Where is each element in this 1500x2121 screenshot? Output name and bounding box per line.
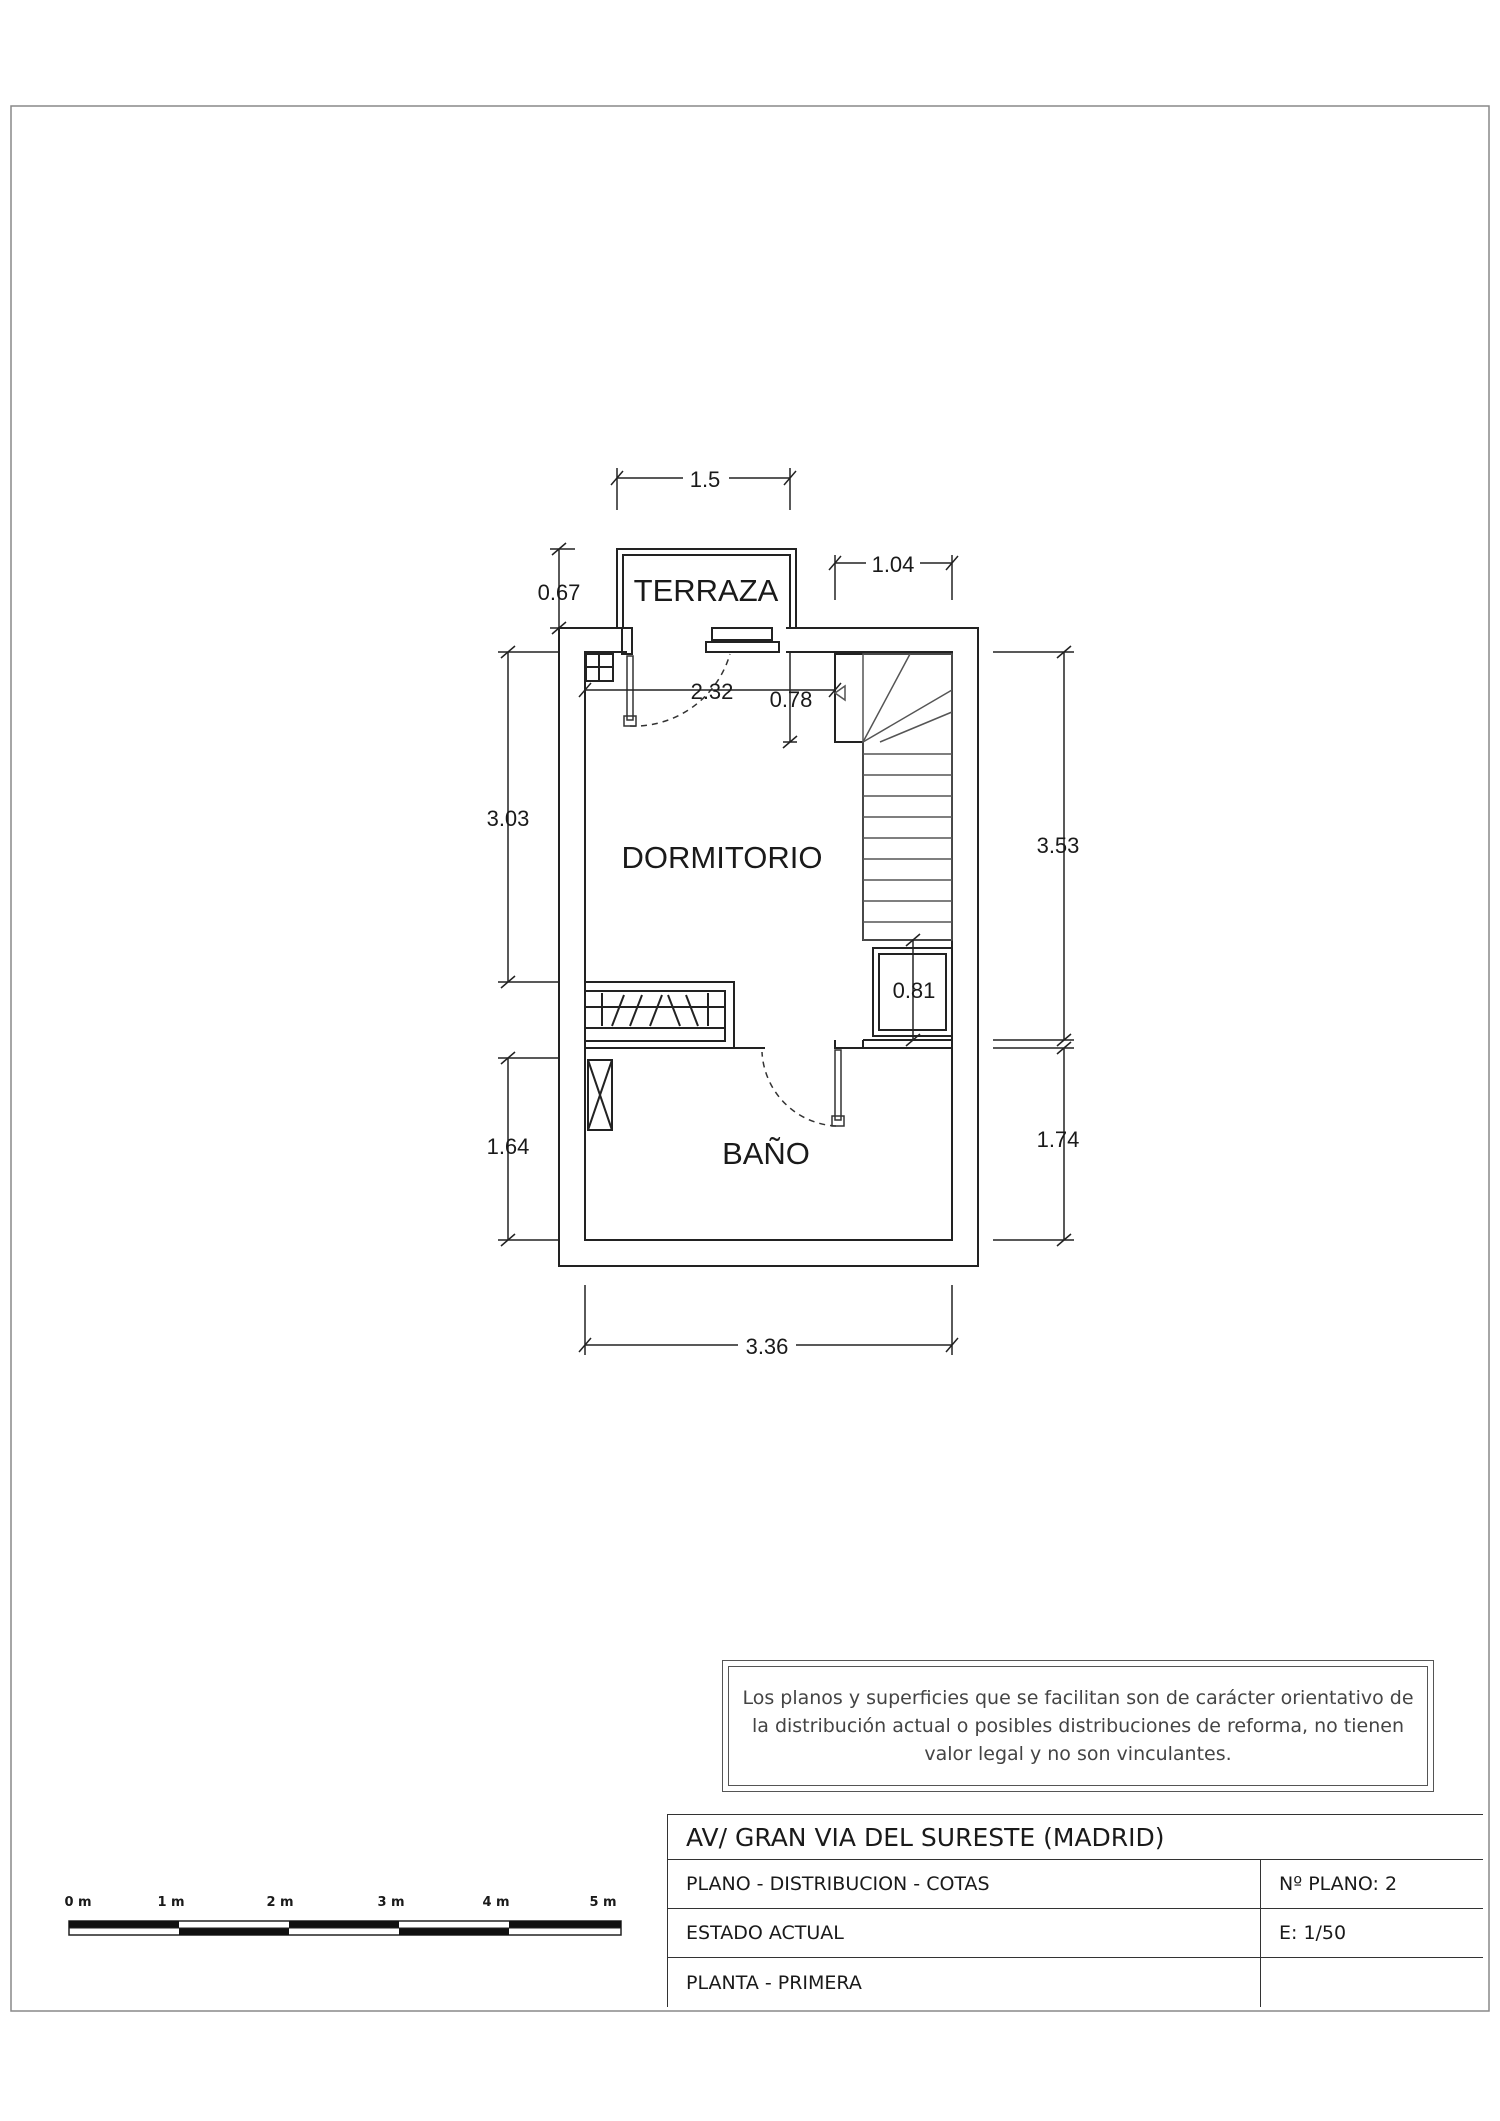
title-row-plano bbox=[667, 1859, 1483, 1908]
disclaimer-text: Los planos y superficies que se facilitan son de carácter orientativo de la distribución actual o posibles distribuciones de reforma, no tienen valor legal y no son vinculantes. bbox=[728, 1666, 1428, 1786]
dim-total-width: 3.36 bbox=[745, 1334, 789, 1359]
room-label-dormitorio: DORMITORIO bbox=[621, 840, 823, 875]
plano-type: PLANO - DISTRIBUCION - COTAS bbox=[686, 1873, 990, 1895]
dim-terraza-width: 1.5 bbox=[689, 467, 721, 492]
dim-bano-height-left: 1.64 bbox=[486, 1134, 530, 1159]
title-block bbox=[667, 1814, 1483, 2007]
dim-stair-run: 3.53 bbox=[1036, 833, 1080, 858]
planta: PLANTA - PRIMERA bbox=[686, 1971, 862, 1994]
dim-terraza-depth: 0.67 bbox=[537, 580, 581, 605]
room-label-terraza: TERRAZA bbox=[633, 573, 779, 608]
title-row-address bbox=[667, 1814, 1483, 1859]
doors bbox=[621, 654, 844, 1126]
disclaimer-box bbox=[722, 1660, 1434, 1792]
dim-dormitorio-height: 3.03 bbox=[486, 806, 530, 831]
title-row-estado bbox=[667, 1908, 1483, 1957]
dim-cupboard: 0.81 bbox=[892, 978, 936, 1003]
plano-number: Nº PLANO: 2 bbox=[1260, 1860, 1484, 1908]
dim-stair-landing: 0.78 bbox=[769, 687, 813, 712]
scale-bar bbox=[69, 1921, 621, 1935]
address: AV/ GRAN VIA DEL SURESTE (MADRID) bbox=[686, 1822, 1165, 1852]
dim-door-offset: 2.32 bbox=[690, 679, 734, 704]
title-row-planta bbox=[667, 1957, 1483, 2007]
scale-label-2: 2 m bbox=[266, 1895, 294, 1910]
scale-label-4: 4 m bbox=[482, 1895, 510, 1910]
staircase bbox=[835, 654, 952, 940]
dim-stair-width: 1.04 bbox=[871, 552, 915, 577]
room-label-bano: BAÑO bbox=[722, 1136, 810, 1171]
scale-label-3: 3 m bbox=[377, 1895, 405, 1910]
planta-extra bbox=[1260, 1958, 1484, 2007]
escala: E: 1/50 bbox=[1260, 1909, 1484, 1957]
scale-label-0: 0 m bbox=[64, 1895, 92, 1910]
estado: ESTADO ACTUAL bbox=[686, 1922, 844, 1944]
dim-bano-height-right: 1.74 bbox=[1036, 1127, 1080, 1152]
interior-partitions bbox=[585, 654, 952, 1130]
scale-label-5: 5 m bbox=[589, 1895, 617, 1910]
scale-label-1: 1 m bbox=[157, 1895, 185, 1910]
